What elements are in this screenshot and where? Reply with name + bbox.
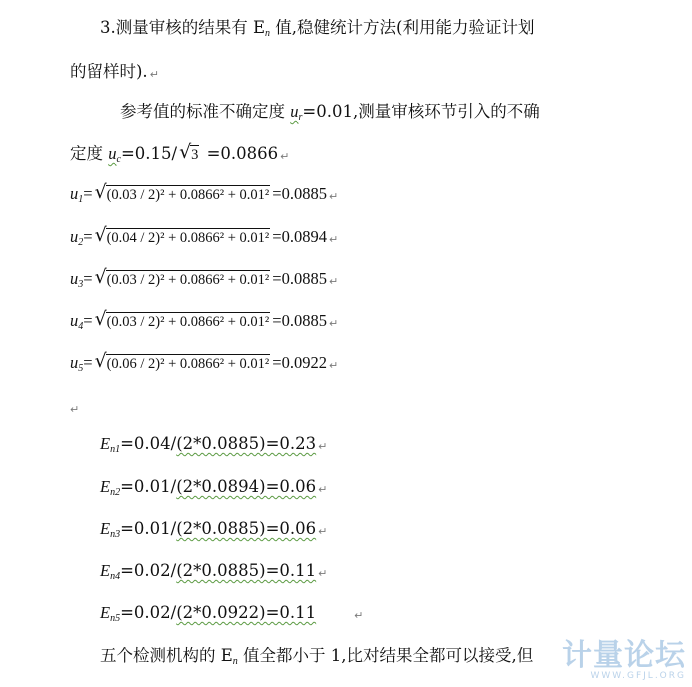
u-index: 2: [78, 237, 84, 248]
u-index: 5: [78, 363, 84, 374]
u-equals: =: [83, 227, 93, 246]
en-symbol: E: [100, 561, 111, 580]
u-expression: (0.06 / 2)² + 0.0866² + 0.01²: [106, 356, 270, 372]
en-symbol: E: [100, 434, 111, 453]
en-formula-row: [100, 476, 327, 504]
paragraph-mark-icon: ↵: [318, 567, 328, 580]
reference-line-1: [120, 101, 540, 129]
watermark-logo: [562, 638, 686, 681]
reference-line-2: [70, 143, 289, 171]
u-formula-row: [70, 310, 338, 338]
watermark-url: WWW.GFJL.ORG: [590, 671, 686, 681]
paragraph-mark-icon: ↵: [318, 440, 328, 453]
conclusion-sub: n: [232, 656, 238, 667]
u-symbol: u: [70, 227, 79, 246]
paragraph-mark-icon: ↵: [280, 150, 290, 163]
heading-text: 3.测量审核的结果有 E: [100, 18, 266, 37]
en-index: n4: [110, 571, 121, 582]
en-denominator: (2*0.0922)=0.11: [176, 603, 317, 622]
sqrt-expression: √ (0.04 / 2)² + 0.0866² + 0.01²: [94, 224, 270, 246]
en-formula-row: [100, 433, 327, 461]
u-equals: =: [83, 311, 93, 330]
u-result: =0.0922: [272, 353, 327, 372]
u-symbol: u: [70, 311, 79, 330]
paragraph-mark-icon: ↵: [318, 525, 328, 538]
en-numerator: =0.04/: [120, 434, 177, 453]
sqrt-3: √ 3: [179, 141, 199, 163]
u-symbol: u: [70, 184, 79, 203]
u-equals: =: [83, 353, 93, 372]
conclusion-text: 五个检测机构的 E: [100, 646, 233, 665]
paragraph-mark-icon: ↵: [354, 609, 364, 622]
heading-sub: n: [265, 28, 271, 39]
en-denominator: (2*0.0885)=0.23: [176, 434, 317, 453]
u-formula-row: [70, 268, 338, 296]
paragraph-mark-icon: ↵: [149, 68, 159, 81]
ref2-symbol: u: [108, 144, 117, 163]
en-numerator: =0.01/: [120, 477, 177, 496]
ref-text: 参考值的标准不确定度: [120, 102, 291, 121]
en-denominator: (2*0.0885)=0.11: [176, 561, 317, 580]
u-result: =0.0885: [272, 184, 327, 203]
ref2-value: =0.15/: [120, 144, 178, 163]
u-formula-row: [70, 226, 338, 254]
u-result: =0.0885: [272, 311, 327, 330]
u-expression: (0.03 / 2)² + 0.0866² + 0.01²: [106, 187, 270, 203]
en-symbol: E: [100, 519, 111, 538]
ref-symbol: u: [290, 102, 299, 121]
conclusion-line: [100, 645, 533, 673]
heading-line-1: [100, 17, 534, 45]
u-index: 1: [78, 194, 84, 205]
en-formula-row: [100, 560, 327, 588]
paragraph-mark-icon: ↵: [328, 190, 339, 203]
en-denominator: (2*0.0885)=0.06: [176, 519, 317, 538]
ref2-sub: c: [116, 154, 121, 165]
blank-line: [68, 396, 79, 421]
en-numerator: =0.02/: [120, 561, 177, 580]
u-equals: =: [83, 184, 93, 203]
ref-sub: r: [298, 112, 303, 123]
u-expression: (0.03 / 2)² + 0.0866² + 0.01²: [106, 314, 270, 330]
heading-line-2: [70, 61, 159, 86]
u-formula-row: [70, 352, 338, 380]
en-numerator: =0.02/: [120, 603, 177, 622]
ref2-result: =0.0866: [201, 144, 279, 163]
en-numerator: =0.01/: [120, 519, 177, 538]
en-formula-row: [100, 602, 363, 630]
u-symbol: u: [70, 269, 79, 288]
paragraph-mark-icon: ↵: [70, 403, 80, 416]
heading-text-rest: 值,稳健统计方法(利用能力验证计划: [270, 18, 535, 37]
en-symbol: E: [100, 477, 111, 496]
en-index: n1: [110, 444, 121, 455]
en-symbol: E: [100, 603, 111, 622]
sqrt-expression: √ (0.06 / 2)² + 0.0866² + 0.01²: [94, 350, 270, 372]
sqrt-expression: √ (0.03 / 2)² + 0.0866² + 0.01²: [94, 181, 270, 203]
paragraph-mark-icon: ↵: [318, 483, 328, 496]
conclusion-text-rest: 值全都小于 1,比对结果全都可以接受,但: [237, 646, 534, 665]
paragraph-mark-icon: ↵: [328, 359, 339, 372]
u-index: 4: [78, 321, 84, 332]
en-index: n5: [110, 613, 121, 624]
en-index: n3: [110, 529, 121, 540]
paragraph-mark-icon: ↵: [328, 233, 339, 246]
ref-value: =0.01,测量审核环节引入的不确: [302, 102, 540, 121]
en-index: n2: [110, 487, 121, 498]
u-expression: (0.03 / 2)² + 0.0866² + 0.01²: [106, 272, 270, 288]
u-result: =0.0885: [272, 269, 327, 288]
paragraph-mark-icon: ↵: [328, 317, 339, 330]
heading-text-2: 的留样时).: [70, 62, 148, 81]
u-formula-row: [70, 183, 338, 211]
u-symbol: u: [70, 353, 79, 372]
u-equals: =: [83, 269, 93, 288]
ref2-text: 定度: [70, 144, 109, 163]
u-expression: (0.04 / 2)² + 0.0866² + 0.01²: [106, 230, 270, 246]
sqrt-3-value: 3: [191, 147, 199, 163]
u-result: =0.0894: [272, 227, 327, 246]
paragraph-mark-icon: ↵: [328, 275, 339, 288]
en-denominator: (2*0.0894)=0.06: [176, 477, 317, 496]
sqrt-expression: √ (0.03 / 2)² + 0.0866² + 0.01²: [94, 308, 270, 330]
sqrt-expression: √ (0.03 / 2)² + 0.0866² + 0.01²: [94, 266, 270, 288]
u-index: 3: [78, 279, 84, 290]
en-formula-row: [100, 518, 327, 546]
watermark-text: 计量论坛: [562, 638, 686, 673]
